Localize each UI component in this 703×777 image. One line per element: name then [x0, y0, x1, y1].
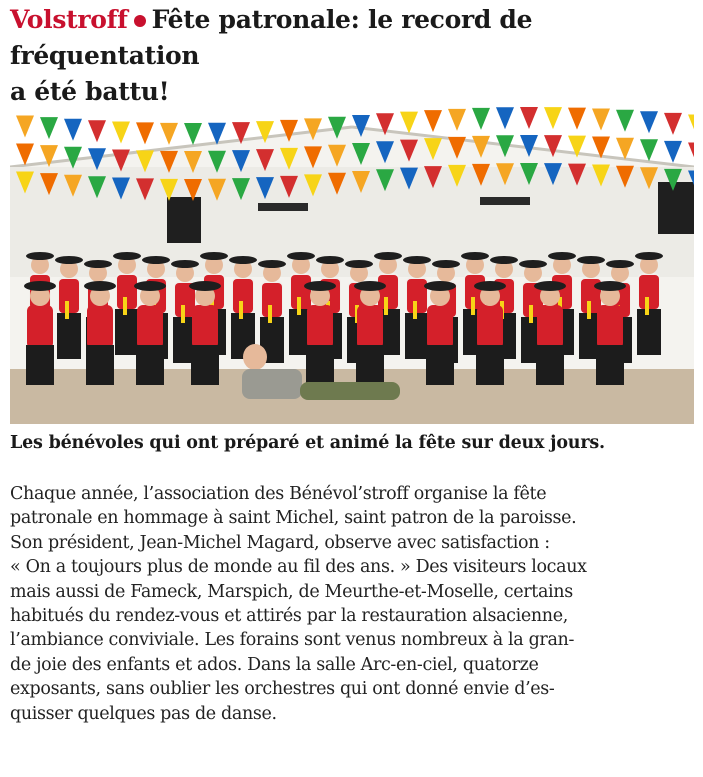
hat — [548, 252, 576, 260]
hat — [534, 281, 566, 291]
skirt — [476, 345, 504, 385]
hat — [134, 281, 166, 291]
vest — [427, 305, 453, 349]
hat — [374, 252, 402, 260]
hat — [424, 281, 456, 291]
hat — [287, 252, 315, 260]
ribbon — [239, 301, 243, 319]
ribbon — [268, 305, 272, 323]
vest — [27, 305, 53, 349]
skirt — [306, 345, 334, 385]
headline — [10, 2, 698, 110]
ribbon — [645, 297, 649, 315]
light-rig-left — [258, 203, 308, 211]
hat — [354, 281, 386, 291]
article-body — [10, 482, 700, 726]
hat — [258, 260, 286, 268]
hat — [606, 260, 634, 268]
vest — [137, 305, 163, 349]
volunteers-photo-illustration — [10, 107, 694, 424]
headline-line-1: Fête patronale: le record de fréquentation — [10, 5, 533, 70]
skirt — [191, 345, 219, 385]
body-line: de joie des enfants et ados. Dans la salle Arc-en-ciel, quatorze — [10, 654, 539, 675]
hat — [26, 252, 54, 260]
hat — [577, 256, 605, 264]
vest — [87, 305, 113, 349]
hat — [304, 281, 336, 291]
hat — [594, 281, 626, 291]
kicker-location: Volstroff — [10, 5, 128, 34]
skirt — [426, 345, 454, 385]
hat — [84, 281, 116, 291]
body-line: exposants, sans oublier les orchestres qui ont donné envie d’es- — [10, 679, 555, 700]
hat — [55, 256, 83, 264]
ribbon — [123, 297, 127, 315]
ribbon — [529, 305, 533, 323]
ribbon — [181, 305, 185, 323]
skirt — [57, 313, 81, 359]
headline-line-2: a été battu! — [10, 77, 170, 106]
skirt — [536, 345, 564, 385]
vest — [307, 305, 333, 349]
skirt — [115, 309, 139, 355]
speaker-right — [658, 182, 694, 234]
article-photo — [10, 107, 694, 424]
hat — [113, 252, 141, 260]
vest — [537, 305, 563, 349]
hat — [519, 260, 547, 268]
hat — [171, 260, 199, 268]
vest — [192, 305, 218, 349]
photo-caption: Les bénévoles qui ont préparé et animé la fête sur deux jours. — [10, 433, 605, 453]
hat — [490, 256, 518, 264]
light-rig-right — [480, 197, 530, 205]
body-line: mais aussi de Fameck, Marspich, de Meurthe-et-Moselle, certains — [10, 581, 573, 602]
hat — [142, 256, 170, 264]
ribbon — [384, 297, 388, 315]
hat — [403, 256, 431, 264]
hat — [432, 260, 460, 268]
vest — [357, 305, 383, 349]
skirt — [405, 313, 429, 359]
skirt — [26, 345, 54, 385]
vest — [597, 305, 623, 349]
skirt — [637, 309, 661, 355]
hat — [229, 256, 257, 264]
vest — [477, 305, 503, 349]
ribbon — [587, 301, 591, 319]
body-line: Son président, Jean-Michel Magard, observe avec satisfaction : — [10, 532, 550, 553]
body-line: habitués du rendez-vous et attirés par la restauration alsacienne, — [10, 606, 568, 627]
hat — [474, 281, 506, 291]
hat — [84, 260, 112, 268]
hat — [24, 281, 56, 291]
ribbon — [65, 301, 69, 319]
hat — [189, 281, 221, 291]
hat — [461, 252, 489, 260]
hat — [316, 256, 344, 264]
skirt — [356, 345, 384, 385]
speaker-left — [167, 197, 201, 243]
hat — [635, 252, 663, 260]
body-line: « On a toujours plus de monde au fil des ans. » Des visiteurs locaux — [10, 557, 587, 578]
ribbon — [297, 297, 301, 315]
hat — [345, 260, 373, 268]
body-line: patronale en hommage à saint Michel, saint patron de la paroisse. — [10, 508, 577, 529]
ribbon — [413, 301, 417, 319]
body-line: quisser quelques pas de danse. — [10, 703, 277, 724]
skirt — [596, 345, 624, 385]
body-line: l’ambiance conviviale. Les forains sont venus nombreux à la gran- — [10, 630, 575, 651]
skirt — [136, 345, 164, 385]
hat — [200, 252, 228, 260]
bullet-dot-icon — [134, 15, 146, 27]
ribbon — [471, 297, 475, 315]
body-line: Chaque année, l’association des Bénévol’stroff organise la fête — [10, 484, 547, 504]
skirt — [86, 345, 114, 385]
